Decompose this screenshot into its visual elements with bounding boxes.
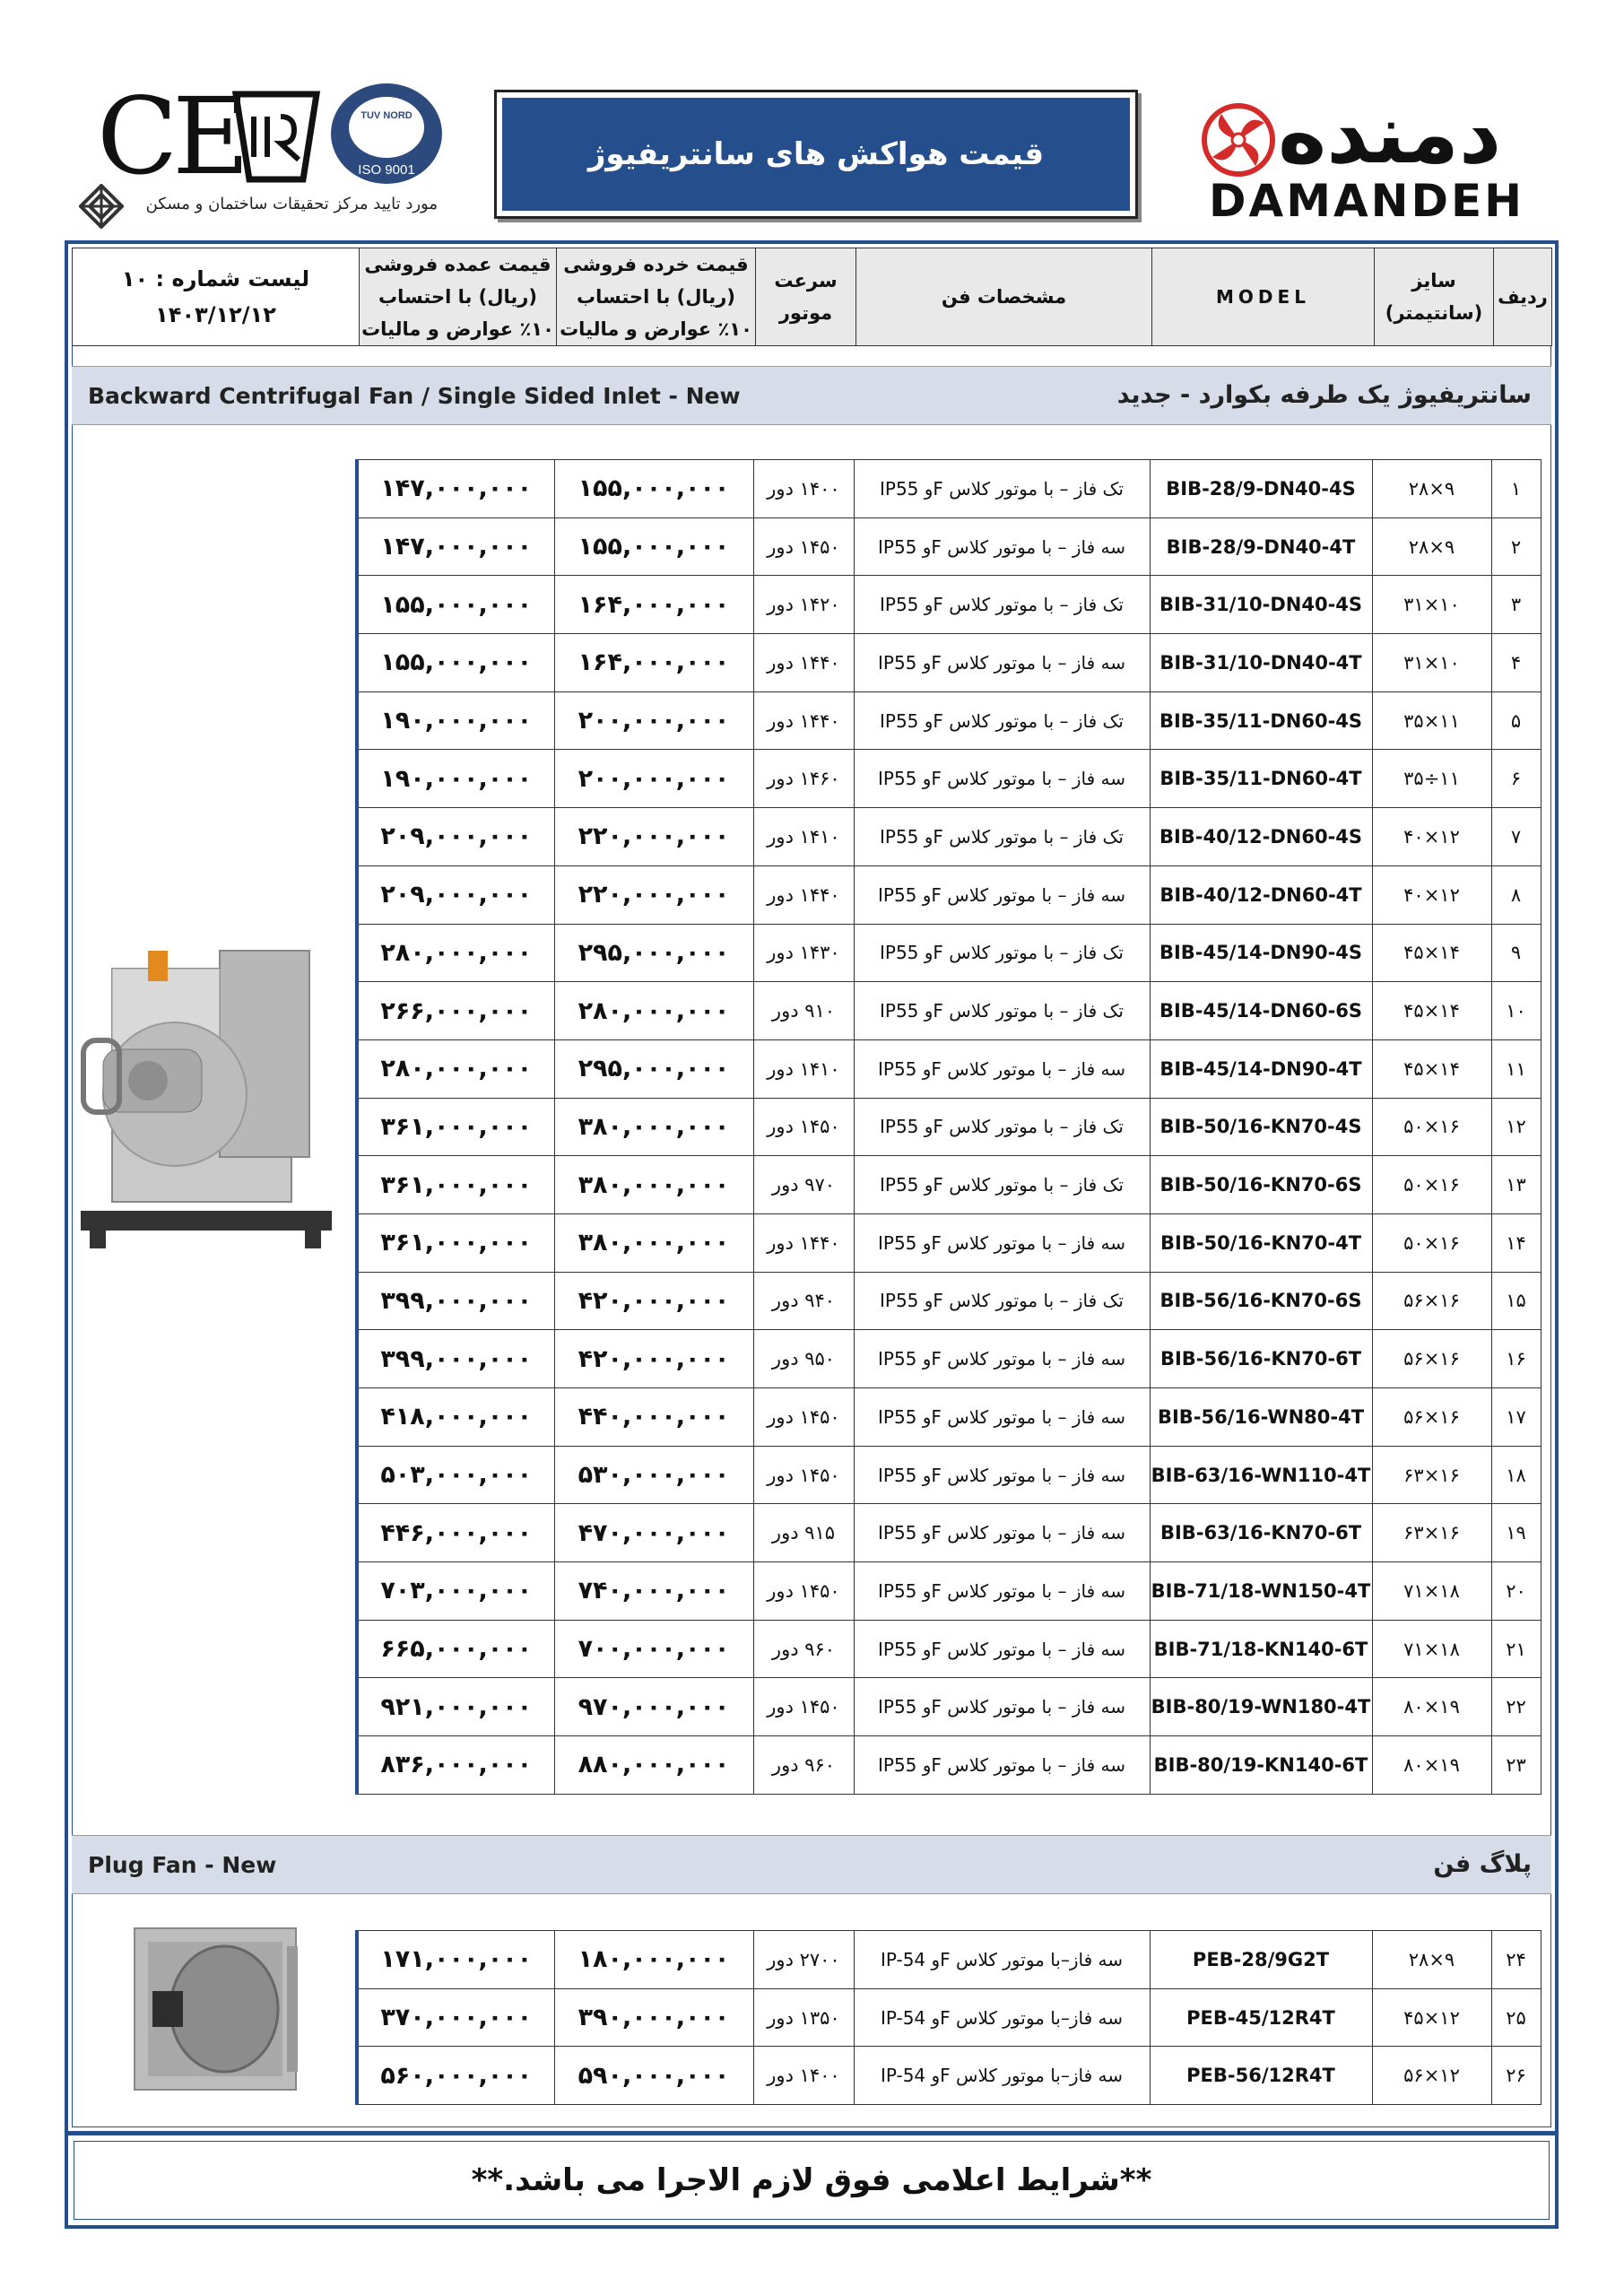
col-spec: مشخصات فن (856, 248, 1152, 346)
tuv-label: TUV NORD (360, 110, 413, 121)
motor-speed: ۹۱۵ دور (753, 1504, 854, 1562)
price-retail: ۲۲۰,۰۰۰,۰۰۰ (554, 865, 753, 924)
section2-title-en: Plug Fan - New (88, 1852, 277, 1878)
fan-size: ۳۵×۱۱ (1372, 691, 1491, 750)
table-row (357, 2047, 1541, 2105)
price-retail: ۵۳۰,۰۰۰,۰۰۰ (554, 1446, 753, 1504)
motor-speed: ۱۴۵۰ دور (753, 517, 854, 576)
price-wholesale: ۳۶۱,۰۰۰,۰۰۰ (357, 1098, 554, 1156)
table-row (357, 1156, 1541, 1214)
fan-size: ۳۱×۱۰ (1372, 576, 1491, 634)
price-retail: ۳۸۰,۰۰۰,۰۰۰ (554, 1098, 753, 1156)
table-row (357, 691, 1541, 750)
model-code: BIB-56/16-KN70-6T (1150, 1330, 1372, 1388)
ce-mark-logo: CE (97, 74, 245, 198)
fan-spec: تک فاز – با موتور کلاس Fو IP55 (854, 808, 1150, 866)
price-retail: ۴۲۰,۰۰۰,۰۰۰ (554, 1330, 753, 1388)
price-retail: ۷۴۰,۰۰۰,۰۰۰ (554, 1562, 753, 1621)
col-model: MODEL (1152, 248, 1375, 346)
col-size: سایز (سانتیمتر) (1375, 248, 1494, 346)
fan-size: ۲۸×۹ (1372, 517, 1491, 576)
fan-spec: سه فاز–با موتور کلاس Fو IP-54 (854, 1988, 1150, 2047)
price-retail: ۳۸۰,۰۰۰,۰۰۰ (554, 1156, 753, 1214)
fan-size: ۵۶×۱۶ (1372, 1330, 1491, 1388)
table-row (357, 1039, 1541, 1098)
fan-spec: تک فاز – با موتور کلاس Fو IP55 (854, 1098, 1150, 1156)
fan-spec: سه فاز – با موتور کلاس Fو IP55 (854, 1446, 1150, 1504)
motor-speed: ۲۷۰۰ دور (753, 1931, 854, 1989)
table-row (357, 1931, 1541, 1989)
table-row (357, 460, 1541, 518)
fan-size: ۴۰×۱۲ (1372, 808, 1491, 866)
price-wholesale: ۱۵۵,۰۰۰,۰۰۰ (357, 576, 554, 634)
fan-size: ۸۰×۱۹ (1372, 1736, 1491, 1795)
model-code: BIB-71/18-WN150-4T (1150, 1562, 1372, 1621)
fan-spec: تک فاز – با موتور کلاس Fو IP55 (854, 691, 1150, 750)
row-index: ۱۴ (1491, 1213, 1541, 1272)
row-index: ۲۰ (1491, 1562, 1541, 1621)
section-backward-fans-header (72, 366, 1551, 425)
price-retail: ۲۹۵,۰۰۰,۰۰۰ (554, 1039, 753, 1098)
backward-fan-price-table (355, 459, 1541, 1795)
model-code: BIB-35/11-DN60-4T (1150, 750, 1372, 808)
motor-speed: ۱۴۴۰ دور (753, 1213, 854, 1272)
price-retail: ۴۴۰,۰۰۰,۰۰۰ (554, 1388, 753, 1447)
price-wholesale: ۱۴۷,۰۰۰,۰۰۰ (357, 460, 554, 518)
price-wholesale: ۱۵۵,۰۰۰,۰۰۰ (357, 634, 554, 692)
price-wholesale: ۲۶۶,۰۰۰,۰۰۰ (357, 982, 554, 1040)
footer-note: **شرایط اعلامی فوق لازم الاجرا می باشد.** (74, 2141, 1550, 2220)
row-index: ۲۴ (1491, 1931, 1541, 1989)
motor-speed: ۱۴۴۰ دور (753, 691, 854, 750)
motor-speed: ۱۴۵۰ دور (753, 1098, 854, 1156)
row-index: ۱۲ (1491, 1098, 1541, 1156)
price-retail: ۳۹۰,۰۰۰,۰۰۰ (554, 1988, 753, 2047)
price-retail: ۱۸۰,۰۰۰,۰۰۰ (554, 1931, 753, 1989)
row-index: ۱۳ (1491, 1156, 1541, 1214)
page-title: قیمت هواکش های سانتریفیوژ (502, 98, 1130, 211)
price-wholesale: ۲۰۹,۰۰۰,۰۰۰ (357, 808, 554, 866)
table-row (357, 1330, 1541, 1388)
price-wholesale: ۳۶۱,۰۰۰,۰۰۰ (357, 1213, 554, 1272)
row-index: ۱۶ (1491, 1330, 1541, 1388)
price-retail: ۹۷۰,۰۰۰,۰۰۰ (554, 1678, 753, 1736)
fan-spec: سه فاز–با موتور کلاس Fو IP-54 (854, 1931, 1150, 1989)
fan-spec: تک فاز – با موتور کلاس Fو IP55 (854, 576, 1150, 634)
model-code: BIB-40/12-DN60-4T (1150, 865, 1372, 924)
fan-spec: سه فاز – با موتور کلاس Fو IP55 (854, 1736, 1150, 1795)
brand-logo (1184, 85, 1560, 227)
fan-size: ۵۶×۱۲ (1372, 2047, 1491, 2105)
tuv-iso-9001-logo (328, 81, 445, 187)
title-box (494, 90, 1138, 219)
fan-size: ۲۸×۹ (1372, 460, 1491, 518)
fan-size: ۴۵×۱۴ (1372, 982, 1491, 1040)
section-title-en: Backward Centrifugal Fan / Single Sided Inlet - New (88, 383, 741, 409)
row-index: ۴ (1491, 634, 1541, 692)
motor-speed: ۱۴۱۰ دور (753, 1039, 854, 1098)
row-index: ۳ (1491, 576, 1541, 634)
row-index: ۲۵ (1491, 1988, 1541, 2047)
fan-size: ۵۰×۱۶ (1372, 1156, 1491, 1214)
fan-spec: تک فاز – با موتور کلاس Fو IP55 (854, 1272, 1150, 1330)
price-retail: ۲۹۵,۰۰۰,۰۰۰ (554, 924, 753, 982)
fan-size: ۴۵×۱۴ (1372, 924, 1491, 982)
motor-speed: ۹۶۰ دور (753, 1620, 854, 1678)
price-wholesale: ۵۰۳,۰۰۰,۰۰۰ (357, 1446, 554, 1504)
table-row (357, 1388, 1541, 1447)
table-row (357, 1678, 1541, 1736)
price-retail: ۳۸۰,۰۰۰,۰۰۰ (554, 1213, 753, 1272)
price-wholesale: ۳۹۹,۰۰۰,۰۰۰ (357, 1272, 554, 1330)
price-retail: ۱۵۵,۰۰۰,۰۰۰ (554, 460, 753, 518)
model-code: BIB-56/16-KN70-6S (1150, 1272, 1372, 1330)
model-code: BIB-50/16-KN70-4S (1150, 1098, 1372, 1156)
price-wholesale: ۱۹۰,۰۰۰,۰۰۰ (357, 750, 554, 808)
fan-spec: تک فاز – با موتور کلاس Fو IP55 (854, 1156, 1150, 1214)
model-code: BIB-45/14-DN60-6S (1150, 982, 1372, 1040)
fan-size: ۵۶×۱۶ (1372, 1388, 1491, 1447)
motor-speed: ۱۴۳۰ دور (753, 924, 854, 982)
model-code: BIB-40/12-DN60-4S (1150, 808, 1372, 866)
model-code: BIB-35/11-DN60-4S (1150, 691, 1372, 750)
list-number: لیست شماره : ۱۰ (121, 266, 310, 291)
approval-text: مورد تایید مرکز تحقیقات ساختمان و مسکن (145, 195, 438, 213)
fan-spec: سه فاز – با موتور کلاس Fو IP55 (854, 750, 1150, 808)
fan-spec: تک فاز – با موتور کلاس Fو IP55 (854, 982, 1150, 1040)
bhrc-logo (79, 184, 124, 229)
fan-spec: تک فاز – با موتور کلاس Fو IP55 (854, 460, 1150, 518)
price-retail: ۲۸۰,۰۰۰,۰۰۰ (554, 982, 753, 1040)
fan-size: ۵۰×۱۶ (1372, 1098, 1491, 1156)
motor-speed: ۱۴۶۰ دور (753, 750, 854, 808)
fan-spec: سه فاز – با موتور کلاس Fو IP55 (854, 1620, 1150, 1678)
motor-speed: ۱۴۲۰ دور (753, 576, 854, 634)
price-wholesale: ۲۰۹,۰۰۰,۰۰۰ (357, 865, 554, 924)
motor-speed: ۹۱۰ دور (753, 982, 854, 1040)
fan-size: ۳۱×۱۰ (1372, 634, 1491, 692)
fan-spec: سه فاز – با موتور کلاس Fو IP55 (854, 1039, 1150, 1098)
motor-speed: ۱۴۵۰ دور (753, 1678, 854, 1736)
table-row (357, 634, 1541, 692)
fan-spec: تک فاز – با موتور کلاس Fو IP55 (854, 924, 1150, 982)
brand-name-fa: دمنده (1278, 86, 1502, 182)
model-code: BIB-31/10-DN40-4T (1150, 634, 1372, 692)
iso-label: ISO 9001 (358, 162, 415, 178)
model-code: BIB-63/16-KN70-6T (1150, 1504, 1372, 1562)
row-index: ۲ (1491, 517, 1541, 576)
table-row (357, 1446, 1541, 1504)
row-index: ۶ (1491, 750, 1541, 808)
price-retail: ۷۰۰,۰۰۰,۰۰۰ (554, 1620, 753, 1678)
fan-spec: سه فاز–با موتور کلاس Fو IP-54 (854, 2047, 1150, 2105)
table-row (357, 1620, 1541, 1678)
fan-spec: سه فاز – با موتور کلاس Fو IP55 (854, 1504, 1150, 1562)
fan-spec: سه فاز – با موتور کلاس Fو IP55 (854, 1213, 1150, 1272)
price-retail: ۵۹۰,۰۰۰,۰۰۰ (554, 2047, 753, 2105)
fan-logo-icon (1202, 103, 1275, 177)
table-row (357, 1562, 1541, 1621)
col-wholesale: قیمت عمده فروشی (ریال) با احتساب ۱۰٪ عوارض و مالیات (360, 248, 557, 346)
fan-size: ۴۵×۱۲ (1372, 1988, 1491, 2047)
fan-size: ۵۰×۱۶ (1372, 1213, 1491, 1272)
row-index: ۱۹ (1491, 1504, 1541, 1562)
fan-size: ۴۵×۱۴ (1372, 1039, 1491, 1098)
brand-name-en: DAMANDEH (1209, 175, 1525, 227)
row-index: ۲۲ (1491, 1678, 1541, 1736)
col-speed: سرعت موتور (756, 248, 856, 346)
table-row (357, 1272, 1541, 1330)
table-row (357, 808, 1541, 866)
fan-spec: سه فاز – با موتور کلاس Fو IP55 (854, 865, 1150, 924)
motor-speed: ۱۴۴۰ دور (753, 865, 854, 924)
row-index: ۲۳ (1491, 1736, 1541, 1795)
price-wholesale: ۲۸۰,۰۰۰,۰۰۰ (357, 1039, 554, 1098)
price-retail: ۲۰۰,۰۰۰,۰۰۰ (554, 750, 753, 808)
table-row (357, 924, 1541, 982)
model-code: PEB-28/9G2T (1150, 1931, 1372, 1989)
model-code: BIB-71/18-KN140-6T (1150, 1620, 1372, 1678)
table-row (357, 517, 1541, 576)
motor-speed: ۱۴۱۰ دور (753, 808, 854, 866)
plug-fan-price-table (355, 1930, 1541, 2105)
fan-size: ۸۰×۱۹ (1372, 1678, 1491, 1736)
model-code: BIB-80/19-KN140-6T (1150, 1736, 1372, 1795)
fan-spec: سه فاز – با موتور کلاس Fو IP55 (854, 1388, 1150, 1447)
model-code: BIB-50/16-KN70-6S (1150, 1156, 1372, 1214)
row-index: ۱۵ (1491, 1272, 1541, 1330)
model-code: BIB-28/9-DN40-4S (1150, 460, 1372, 518)
section-title-fa: سانتریفیوژ یک طرفه بکوارد - جدید (1116, 381, 1532, 409)
model-code: BIB-45/14-DN90-4S (1150, 924, 1372, 982)
row-index: ۲۱ (1491, 1620, 1541, 1678)
fan-size: ۴۰×۱۲ (1372, 865, 1491, 924)
fan-size: ۷۱×۱۸ (1372, 1562, 1491, 1621)
iran-standard-logo (227, 90, 326, 184)
motor-speed: ۹۶۰ دور (753, 1736, 854, 1795)
certifications (79, 76, 456, 229)
price-wholesale: ۲۸۰,۰۰۰,۰۰۰ (357, 924, 554, 982)
row-index: ۲۶ (1491, 2047, 1541, 2105)
price-retail: ۲۲۰,۰۰۰,۰۰۰ (554, 808, 753, 866)
fan-spec: سه فاز – با موتور کلاس Fو IP55 (854, 634, 1150, 692)
fan-size: ۶۳×۱۶ (1372, 1446, 1491, 1504)
price-retail: ۴۷۰,۰۰۰,۰۰۰ (554, 1504, 753, 1562)
fan-size: ۵۶×۱۶ (1372, 1272, 1491, 1330)
section2-title-fa: پلاگ فن (1433, 1850, 1532, 1878)
row-index: ۵ (1491, 691, 1541, 750)
motor-speed: ۱۳۵۰ دور (753, 1988, 854, 2047)
column-header (72, 248, 1552, 346)
model-code: PEB-45/12R4T (1150, 1988, 1372, 2047)
row-index: ۷ (1491, 808, 1541, 866)
model-code: BIB-45/14-DN90-4T (1150, 1039, 1372, 1098)
list-date: ۱۴۰۳/۱۲/۱۲ (155, 302, 276, 327)
backward-centrifugal-fan-image (76, 933, 345, 1292)
col-retail: قیمت خرده فروشی (ریال) با احتساب ۱۰٪ عوارض و مالیات (557, 248, 756, 346)
table-row (357, 576, 1541, 634)
model-code: BIB-28/9-DN40-4T (1150, 517, 1372, 576)
price-retail: ۸۸۰,۰۰۰,۰۰۰ (554, 1736, 753, 1795)
motor-speed: ۱۴۵۰ دور (753, 1562, 854, 1621)
motor-speed: ۱۴۵۰ دور (753, 1388, 854, 1447)
list-info (73, 248, 360, 346)
table-row (357, 982, 1541, 1040)
motor-speed: ۱۴۵۰ دور (753, 1446, 854, 1504)
model-code: BIB-80/19-WN180-4T (1150, 1678, 1372, 1736)
fan-spec: سه فاز – با موتور کلاس Fو IP55 (854, 1678, 1150, 1736)
motor-speed: ۱۴۴۰ دور (753, 634, 854, 692)
fan-size: ۳۵÷۱۱ (1372, 750, 1491, 808)
table-row (357, 1504, 1541, 1562)
table-row (357, 865, 1541, 924)
fan-spec: سه فاز – با موتور کلاس Fو IP55 (854, 1330, 1150, 1388)
fan-spec: سه فاز – با موتور کلاس Fو IP55 (854, 517, 1150, 576)
row-index: ۱۷ (1491, 1388, 1541, 1447)
footer-note-box (65, 2132, 1559, 2229)
price-retail: ۱۶۴,۰۰۰,۰۰۰ (554, 576, 753, 634)
price-wholesale: ۱۴۷,۰۰۰,۰۰۰ (357, 517, 554, 576)
table-row (357, 1736, 1541, 1795)
model-code: PEB-56/12R4T (1150, 2047, 1372, 2105)
price-wholesale: ۷۰۳,۰۰۰,۰۰۰ (357, 1562, 554, 1621)
row-index: ۱۱ (1491, 1039, 1541, 1098)
motor-speed: ۱۴۰۰ دور (753, 2047, 854, 2105)
price-wholesale: ۹۲۱,۰۰۰,۰۰۰ (357, 1678, 554, 1736)
price-wholesale: ۵۶۰,۰۰۰,۰۰۰ (357, 2047, 554, 2105)
model-code: BIB-31/10-DN40-4S (1150, 576, 1372, 634)
row-index: ۸ (1491, 865, 1541, 924)
table-row (357, 1098, 1541, 1156)
fan-spec: سه فاز – با موتور کلاس Fو IP55 (854, 1562, 1150, 1621)
row-index: ۱۸ (1491, 1446, 1541, 1504)
price-wholesale: ۶۶۵,۰۰۰,۰۰۰ (357, 1620, 554, 1678)
price-wholesale: ۱۹۰,۰۰۰,۰۰۰ (357, 691, 554, 750)
fan-size: ۶۳×۱۶ (1372, 1504, 1491, 1562)
plug-fan-image (117, 1919, 314, 2099)
table-row (357, 750, 1541, 808)
model-code: BIB-50/16-KN70-4T (1150, 1213, 1372, 1272)
section-plug-fans-header (72, 1835, 1551, 1894)
price-retail: ۲۰۰,۰۰۰,۰۰۰ (554, 691, 753, 750)
price-wholesale: ۴۱۸,۰۰۰,۰۰۰ (357, 1388, 554, 1447)
table-row (357, 1988, 1541, 2047)
row-index: ۱۰ (1491, 982, 1541, 1040)
row-index: ۹ (1491, 924, 1541, 982)
motor-speed: ۹۴۰ دور (753, 1272, 854, 1330)
price-wholesale: ۳۶۱,۰۰۰,۰۰۰ (357, 1156, 554, 1214)
motor-speed: ۹۵۰ دور (753, 1330, 854, 1388)
model-code: BIB-56/16-WN80-4T (1150, 1388, 1372, 1447)
model-code: BIB-63/16-WN110-4T (1150, 1446, 1372, 1504)
fan-size: ۲۸×۹ (1372, 1931, 1491, 1989)
col-index: ردیف (1494, 248, 1552, 346)
price-retail: ۴۲۰,۰۰۰,۰۰۰ (554, 1272, 753, 1330)
fan-size: ۷۱×۱۸ (1372, 1620, 1491, 1678)
price-wholesale: ۴۴۶,۰۰۰,۰۰۰ (357, 1504, 554, 1562)
price-wholesale: ۸۳۶,۰۰۰,۰۰۰ (357, 1736, 554, 1795)
price-retail: ۱۶۴,۰۰۰,۰۰۰ (554, 634, 753, 692)
price-wholesale: ۱۷۱,۰۰۰,۰۰۰ (357, 1931, 554, 1989)
motor-speed: ۹۷۰ دور (753, 1156, 854, 1214)
motor-speed: ۱۴۰۰ دور (753, 460, 854, 518)
row-index: ۱ (1491, 460, 1541, 518)
table-row (357, 1213, 1541, 1272)
price-retail: ۱۵۵,۰۰۰,۰۰۰ (554, 517, 753, 576)
price-wholesale: ۳۷۰,۰۰۰,۰۰۰ (357, 1988, 554, 2047)
price-wholesale: ۳۹۹,۰۰۰,۰۰۰ (357, 1330, 554, 1388)
